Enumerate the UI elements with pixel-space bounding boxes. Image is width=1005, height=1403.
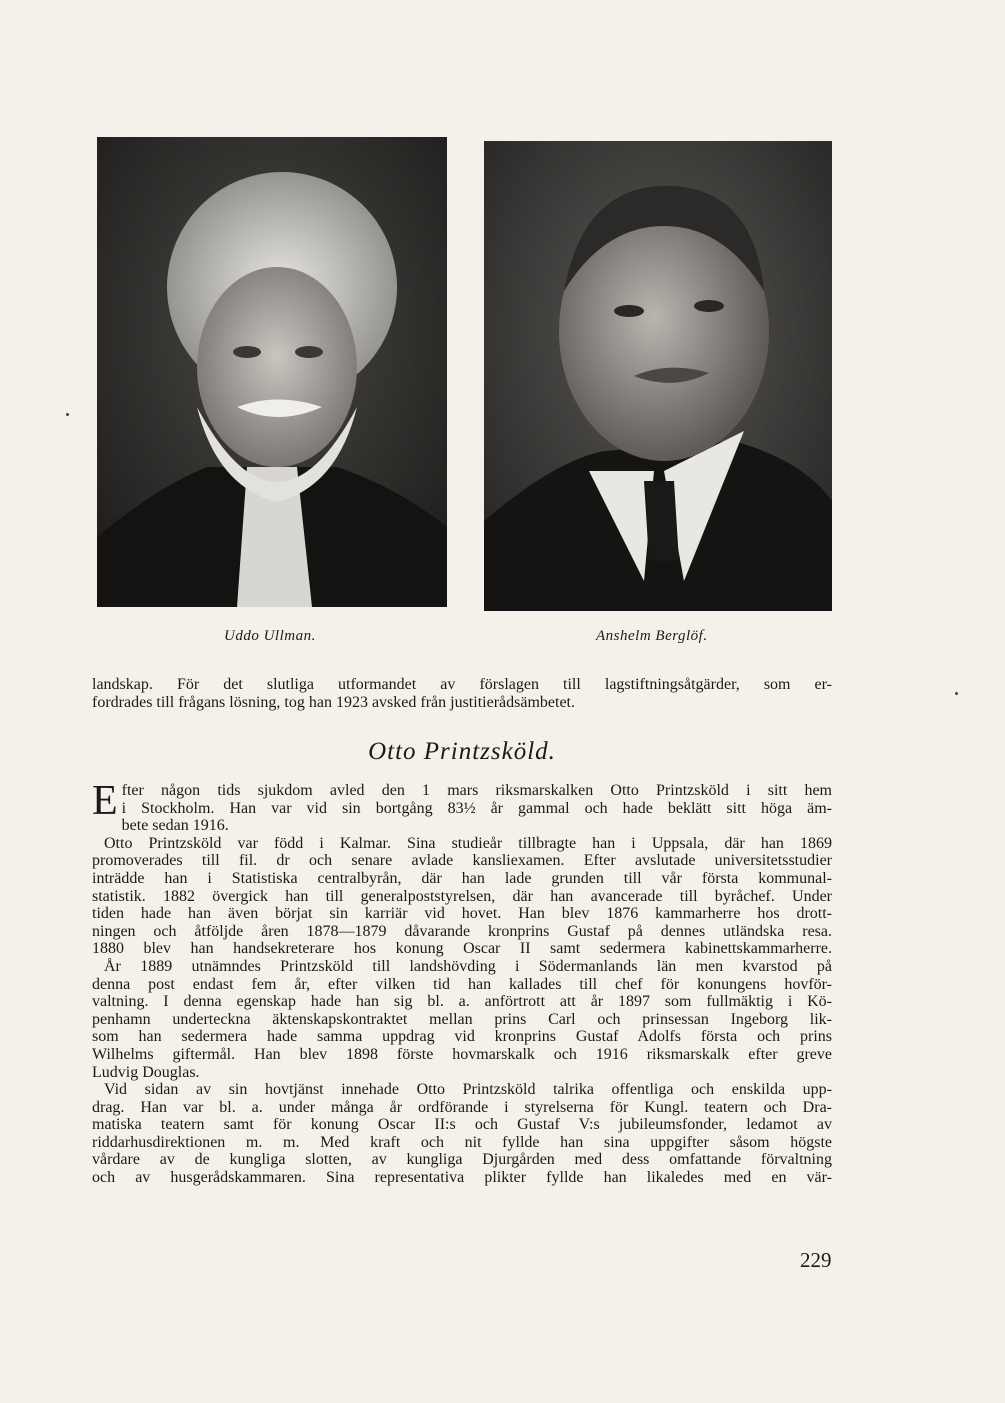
intro-line: fordrades till frågans lösning, tog han 1923 avsked från justitierådsämbetet. xyxy=(92,693,575,711)
body-line: matiska teatern samt för konung Oscar II:s och Gustaf V:s jubileumsfonder, ledamot av xyxy=(92,1116,832,1134)
body-line: i Stockholm. Han var vid sin bortgång 83½ år gammal och hade beklätt sitt höga äm- xyxy=(121,799,832,817)
body-line: Wilhelms giftermål. Han blev 1898 förste hovmarskalk och 1916 riksmarskalk efter greve xyxy=(92,1045,832,1063)
body-line: valtning. I denna egenskap hade han sig bl. a. anförtrott att år 1897 som fullmäktig i Kö- xyxy=(92,993,832,1011)
body-line: och av husgerådskammaren. Sina representativa plikter fyllde han likaledes med en vär- xyxy=(92,1169,832,1187)
body-line: Otto Printzsköld var född i Kalmar. Sina studieår tillbragte han i Uppsala, där han 1869 xyxy=(104,834,832,852)
body-line: som han sedermera hade samma uppdrag vid kronprins Gustaf Adolfs första och prins xyxy=(92,1028,832,1046)
body-line: fter någon tids sjukdom avled den 1 mars riksmarskalken Otto Printzsköld i sitt hem xyxy=(121,782,832,799)
body-line: drag. Han var bl. a. under många år ordförande i styrelserna för Kungl. teatern och Dra- xyxy=(92,1098,832,1116)
drop-cap: E xyxy=(92,778,118,824)
portrait-anshelm-berglof xyxy=(484,141,832,611)
body-line: ningen och åtföljde åren 1878—1879 dåvarande kronprins Gustaf på dennes utländska resa. xyxy=(92,922,832,940)
page-number: 229 xyxy=(800,1248,832,1272)
body-line: bete sedan 1916. xyxy=(121,817,229,835)
caption-left: Uddo Ullman. xyxy=(224,628,316,644)
article-body xyxy=(92,778,832,1187)
body-line: inträdde han i Statistiska centralbyrån, där han lade grunden till vår första kommunal- xyxy=(92,869,832,887)
body-line: vårdare av de kungliga slotten, av kungliga Djurgården med dess omfattande förvaltning xyxy=(92,1151,832,1169)
body-line: 1880 blev han handsekreterare hos konung Oscar II samt sedermera kabinettskammarherre. xyxy=(92,940,832,958)
body-line: statistik. 1882 övergick han till generalpoststyrelsen, där han avancerade till byråchef. Under xyxy=(92,887,832,905)
intro-line: landskap. För det slutliga utformandet av förslagen till lagstiftningsåtgärder, som er- xyxy=(92,676,832,693)
body-line: denna post endast fem år, efter vilken tid han kallades till chef för konungens hovför- xyxy=(92,975,832,993)
body-line: Vid sidan av sin hovtjänst innehade Otto Printzsköld talrika offentliga och enskilda upp- xyxy=(104,1081,832,1099)
body-line: Ludvig Douglas. xyxy=(92,1063,200,1081)
body-line: promoverades till fil. dr och senare avlade kansliexamen. Efter avslutade universitetsstudier xyxy=(92,852,832,870)
caption-right: Anshelm Berglöf. xyxy=(596,628,708,644)
paper-speck xyxy=(955,692,958,695)
portrait-image-right xyxy=(484,141,832,611)
body-line: tiden hade han även börjat sin karriär vid hovet. Han blev 1876 kammarherre hos drott- xyxy=(92,905,832,923)
section-heading: Otto Printzsköld. xyxy=(368,738,556,765)
body-line: penhamn underteckna äktenskapskontraktet mellan prins Carl och prinsessan Ingeborg lik- xyxy=(92,1010,832,1028)
portrait-image-left xyxy=(97,137,447,607)
body-line: År 1889 utnämndes Printzsköld till landshövding i Södermanlands län men kvarstod på xyxy=(104,957,832,975)
portrait-uddo-ullman xyxy=(97,137,447,607)
intro-paragraph xyxy=(92,676,832,711)
body-line: riddarhusdirektionen m. m. Med kraft och nit fyllde han sina uppgifter såsom högste xyxy=(92,1133,832,1151)
paper-speck xyxy=(66,413,69,416)
